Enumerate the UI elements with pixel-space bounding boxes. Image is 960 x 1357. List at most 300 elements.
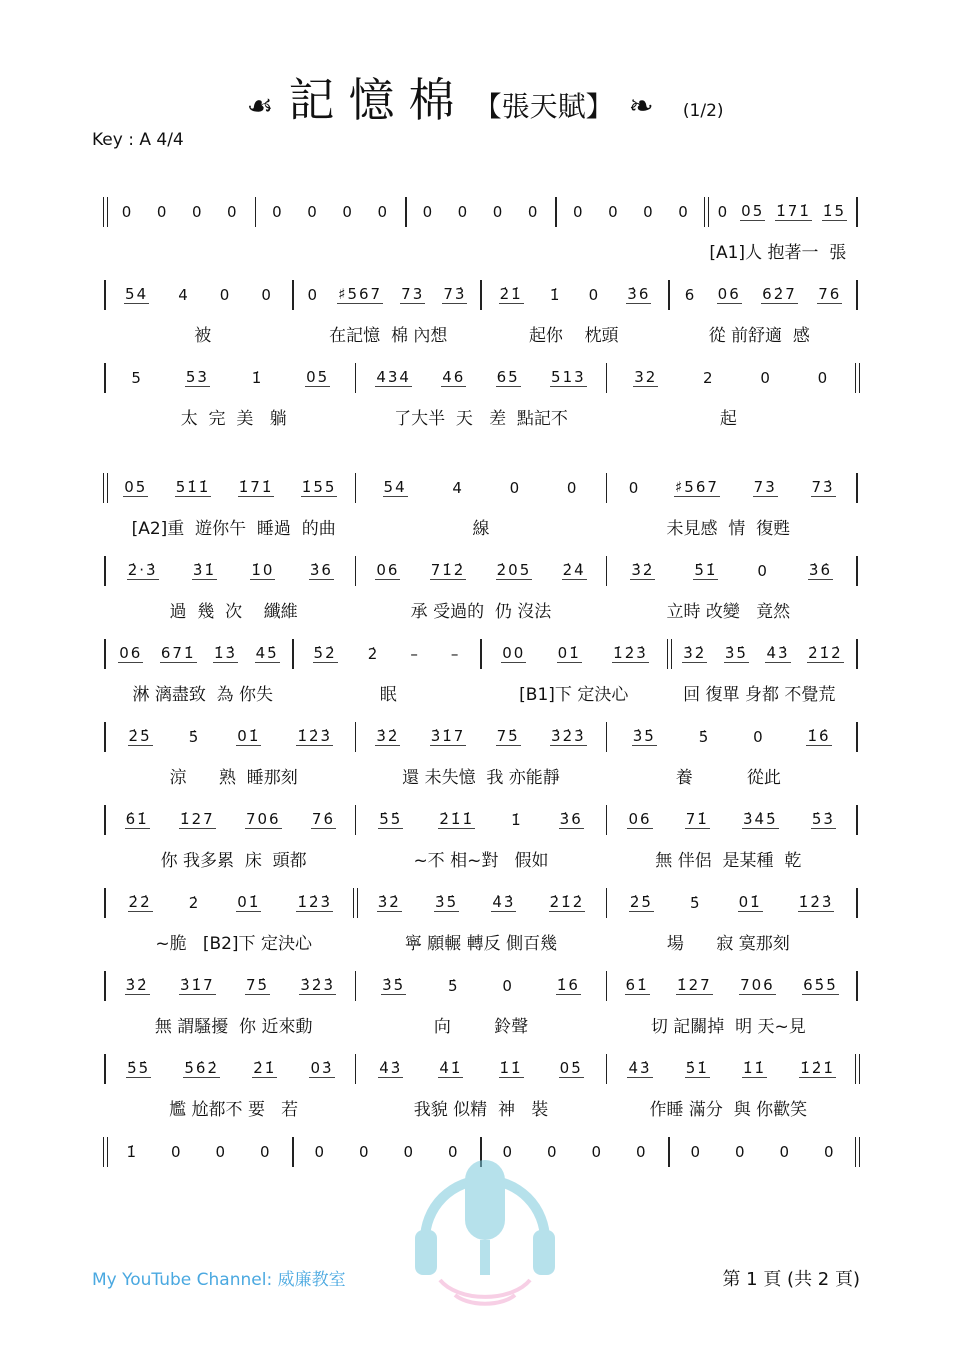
barline bbox=[100, 639, 110, 669]
note-group: 01̇ bbox=[738, 893, 762, 911]
lyric: 切 記關掉 明 天~見 bbox=[650, 1016, 806, 1037]
measure bbox=[674, 645, 852, 663]
note-group: 3̇5̇ bbox=[632, 727, 656, 745]
note-group: 0 bbox=[314, 1143, 327, 1161]
note-group: 3̇2̇ bbox=[631, 561, 655, 579]
note-group: 6 bbox=[684, 286, 697, 304]
note-group: 513 bbox=[551, 368, 586, 386]
note-group: 2 bbox=[703, 369, 715, 387]
note-group: 3̇1̇7 bbox=[180, 976, 215, 994]
note-group: 3̇6 bbox=[309, 561, 333, 579]
note-group: 3̇2̇3̇ bbox=[300, 976, 335, 994]
lyrics-line bbox=[100, 232, 862, 268]
lyrics-line bbox=[100, 591, 862, 627]
note-group: 3̇2̇3̇ bbox=[551, 727, 586, 745]
barline bbox=[351, 722, 361, 752]
measure bbox=[361, 977, 602, 995]
lyric: 承 受過的 仍 沒法 bbox=[410, 601, 552, 622]
barline bbox=[288, 280, 298, 310]
measure bbox=[361, 479, 602, 497]
note-group: 1̇27 bbox=[677, 976, 712, 994]
note-group: 0 bbox=[717, 203, 730, 221]
note-group: 0 bbox=[591, 1143, 604, 1161]
barline bbox=[852, 888, 862, 918]
measure bbox=[110, 811, 351, 829]
note-group: 62̇7 bbox=[762, 285, 797, 303]
lyric: 眠 bbox=[379, 684, 397, 705]
note-group: 5̇6̇2̇ bbox=[184, 1059, 220, 1077]
note-group: 0 bbox=[272, 203, 284, 221]
note-group: 0 bbox=[156, 203, 169, 221]
lyric: 還 未失憶 我 亦能靜 bbox=[402, 767, 560, 788]
barline bbox=[664, 280, 674, 310]
note-group: 51̇1̇ bbox=[175, 478, 211, 496]
measure bbox=[361, 369, 602, 387]
note-group: 76̇ bbox=[311, 810, 335, 828]
ornament-left-icon: ☙ bbox=[246, 89, 274, 124]
measure bbox=[611, 894, 852, 912]
barline bbox=[702, 197, 712, 227]
note-group: 65̇5̇ bbox=[803, 976, 838, 994]
note-group: 0 bbox=[779, 1143, 792, 1161]
barline bbox=[288, 1137, 298, 1167]
measure bbox=[361, 562, 602, 580]
note-group: 4 bbox=[452, 479, 464, 497]
note-group: 1̇3̇ bbox=[214, 644, 238, 662]
note-group: 2̇1̇2̇ bbox=[549, 893, 585, 911]
barline bbox=[351, 473, 361, 503]
measure bbox=[361, 894, 602, 912]
note-group: 0 bbox=[215, 1143, 228, 1161]
note-group: 1̇1̇ bbox=[499, 1059, 523, 1077]
measure bbox=[110, 562, 351, 580]
note-group: 45̇ bbox=[255, 644, 279, 662]
note-group: 2̇5̇ bbox=[128, 727, 152, 745]
note-group: 0 bbox=[121, 203, 134, 221]
lyrics-line bbox=[100, 398, 862, 434]
note-group: 1̇55 bbox=[301, 478, 337, 496]
note-group: 76 bbox=[818, 285, 842, 303]
note-group: 0 bbox=[191, 203, 204, 221]
note-group: 0 bbox=[635, 1143, 648, 1161]
note-group: 0 bbox=[502, 977, 514, 995]
note-group: 75̇ bbox=[496, 727, 520, 745]
note-group: 0 bbox=[447, 1143, 460, 1161]
lyrics-line bbox=[100, 1006, 862, 1042]
barline bbox=[601, 971, 611, 1001]
note-group: 73 bbox=[401, 285, 425, 303]
note-group: 0 bbox=[227, 203, 239, 221]
barline bbox=[351, 888, 361, 918]
note-group: 3̇5̇ bbox=[435, 893, 459, 911]
measure bbox=[611, 977, 852, 995]
note-group: 0 bbox=[817, 369, 830, 387]
barline bbox=[852, 280, 862, 310]
note-group: 3̇5̇ bbox=[382, 976, 406, 994]
note-group: 3̇5̇ bbox=[724, 644, 748, 662]
notes-line bbox=[100, 883, 862, 923]
note-group: 1̇5 bbox=[822, 202, 846, 220]
barline bbox=[351, 971, 361, 1001]
measure bbox=[611, 479, 852, 497]
note-group: 00 bbox=[502, 644, 526, 662]
lyric: 寧 願輾 轉反 側百幾 bbox=[404, 933, 558, 954]
note-group: 71̇ bbox=[685, 810, 709, 828]
note-group: 5̇5̇ bbox=[379, 810, 403, 828]
barline bbox=[852, 1137, 862, 1167]
score-row bbox=[100, 358, 862, 441]
note-group: – bbox=[450, 645, 461, 663]
note-group: 1̇2̇3̇ bbox=[798, 893, 834, 911]
note-group: 706 bbox=[245, 810, 281, 828]
note-group: 3̇6 bbox=[559, 810, 583, 828]
score-row bbox=[100, 800, 862, 883]
note-group: 01̇ bbox=[557, 644, 581, 662]
note-group: 5̇5̇ bbox=[127, 1059, 151, 1077]
measure bbox=[110, 286, 288, 304]
barline bbox=[401, 197, 411, 227]
note-group: 5̇ bbox=[188, 728, 201, 746]
measure bbox=[611, 562, 852, 580]
barline bbox=[601, 363, 611, 393]
note-group: 0 bbox=[546, 1143, 559, 1161]
note-group: 1̇27 bbox=[180, 810, 215, 828]
lyric: 起 bbox=[719, 408, 737, 429]
measure bbox=[411, 203, 551, 221]
score-row bbox=[100, 551, 862, 634]
note-group: 1̇6 bbox=[556, 976, 580, 994]
barline bbox=[100, 473, 110, 503]
lyrics-line bbox=[100, 1089, 862, 1125]
note-group: 0 bbox=[566, 479, 579, 497]
note-group: 4̇1̇ bbox=[439, 1059, 463, 1077]
lyrics-line bbox=[100, 757, 862, 793]
note-group: 4̇3̇ bbox=[766, 644, 790, 662]
lyric: 在記憶 棉 內想 bbox=[329, 325, 448, 346]
note-group: 1̇ bbox=[126, 1143, 139, 1161]
notes-line bbox=[100, 1049, 862, 1089]
barline bbox=[664, 1137, 674, 1167]
barline bbox=[351, 1054, 361, 1084]
measure bbox=[298, 286, 476, 304]
barline bbox=[601, 556, 611, 586]
note-group: 4 bbox=[178, 286, 190, 304]
measure bbox=[486, 645, 664, 663]
note-group: 0 bbox=[690, 1143, 703, 1161]
score-row bbox=[100, 1049, 862, 1132]
barline bbox=[852, 722, 862, 752]
measure bbox=[561, 203, 701, 221]
note-group: 706 bbox=[740, 976, 775, 994]
measure bbox=[611, 811, 852, 829]
ornament-right-icon: ❧ bbox=[628, 89, 654, 124]
measure bbox=[486, 286, 664, 304]
note-group: 1̇0 bbox=[251, 561, 275, 579]
measure bbox=[110, 369, 351, 387]
note-group: 2̇ bbox=[188, 894, 201, 912]
note-group: 03̇ bbox=[310, 1059, 334, 1077]
note-group: 54 bbox=[125, 285, 149, 303]
barline bbox=[601, 1054, 611, 1084]
note-group: 2̇05 bbox=[496, 561, 532, 579]
notes-line bbox=[100, 717, 862, 757]
barline bbox=[351, 556, 361, 586]
note-group: 5̇1̇ bbox=[685, 1059, 709, 1077]
barline bbox=[852, 473, 862, 503]
note-group: 73̇ bbox=[443, 285, 467, 303]
barline bbox=[852, 197, 862, 227]
barline bbox=[100, 971, 110, 1001]
lyric: 場 寂 寞那刻 bbox=[666, 933, 790, 954]
lyric: 養 從此 bbox=[675, 767, 781, 788]
note-group: 2̇5̇ bbox=[629, 893, 653, 911]
barline bbox=[100, 1054, 110, 1084]
barline bbox=[250, 197, 260, 227]
lyric: 尷 尬都不 要 若 bbox=[169, 1099, 299, 1120]
note-group: 05 bbox=[741, 202, 765, 220]
note-group: 2̇1̇ bbox=[253, 1059, 277, 1077]
youtube-channel-link[interactable]: My YouTube Channel: 威廉教室 bbox=[92, 1270, 346, 1290]
barline bbox=[852, 971, 862, 1001]
barline bbox=[664, 639, 674, 669]
note-group: 5̇3̇ bbox=[811, 810, 835, 828]
note-group: 0 bbox=[307, 203, 319, 221]
barline bbox=[351, 805, 361, 835]
note-group: 01̇ bbox=[237, 893, 261, 911]
measure bbox=[110, 1143, 288, 1161]
note-group: 2̇1̇ bbox=[499, 285, 523, 303]
note-group: 434 bbox=[376, 368, 411, 386]
measure bbox=[361, 728, 602, 746]
lyric: 回 復單 身都 不覺荒 bbox=[683, 684, 836, 705]
lyric: 未見感 情 復甦 bbox=[666, 518, 791, 539]
measure bbox=[110, 728, 351, 746]
notes-line bbox=[100, 634, 862, 674]
lyric: 淋 漓盡致 為 你失 bbox=[132, 684, 274, 705]
note-group: 3̇2̇ bbox=[125, 976, 149, 994]
measure bbox=[674, 286, 852, 304]
note-group: 4̇3̇ bbox=[379, 1059, 403, 1077]
notes-line bbox=[100, 800, 862, 840]
notes-line bbox=[100, 192, 862, 232]
watermark-logo-icon bbox=[400, 1130, 570, 1310]
note-group: 0 bbox=[170, 1143, 183, 1161]
note-group: 0 bbox=[259, 1143, 272, 1161]
note-group: 5̇ bbox=[698, 728, 711, 746]
note-group: 0 bbox=[572, 203, 585, 221]
note-group: 3̇1̇ bbox=[192, 561, 217, 579]
note-group: 2̇·3̇ bbox=[127, 561, 158, 579]
note-group: 1̇2̇3̇ bbox=[613, 644, 648, 662]
notes-line bbox=[100, 275, 862, 315]
note-group: 5 bbox=[131, 369, 143, 387]
note-group: 0 bbox=[608, 203, 620, 221]
note-group: 1̇ bbox=[251, 369, 264, 387]
lyric: 被 bbox=[194, 325, 212, 346]
barline bbox=[100, 197, 110, 227]
measure bbox=[110, 203, 250, 221]
note-group: 06 bbox=[717, 285, 741, 303]
note-group: 0 bbox=[502, 1143, 515, 1161]
note-group: 65 bbox=[496, 368, 520, 386]
barline bbox=[100, 556, 110, 586]
notes-line bbox=[100, 551, 862, 591]
lyric: 無 謂騷擾 你 近來動 bbox=[154, 1016, 313, 1037]
score-row bbox=[100, 275, 862, 358]
note-group: 01̇ bbox=[237, 727, 261, 745]
lyrics-line bbox=[100, 315, 862, 351]
note-group: 5̇ bbox=[690, 894, 702, 912]
note-group: 3̇2̇ bbox=[377, 893, 401, 911]
lyrics-line bbox=[100, 923, 862, 959]
notes-line bbox=[100, 966, 862, 1006]
lyric: ~不 相~對 假如 bbox=[413, 850, 549, 871]
note-group: 0 bbox=[753, 728, 765, 746]
measure bbox=[110, 479, 351, 497]
note-group: 6̇1̇ bbox=[125, 810, 149, 828]
barline bbox=[100, 805, 110, 835]
note-group: 0 bbox=[261, 286, 273, 304]
note-group: 75̇ bbox=[245, 976, 270, 994]
barline bbox=[476, 280, 486, 310]
page-part: (1/2) bbox=[682, 101, 724, 121]
score-row bbox=[100, 717, 862, 800]
note-group: 3̇6̇ bbox=[808, 561, 832, 579]
note-group: 0 bbox=[588, 286, 601, 304]
note-group: 3̇2̇ bbox=[376, 727, 400, 745]
measure bbox=[361, 811, 602, 829]
barline bbox=[601, 722, 611, 752]
note-group: 0 bbox=[403, 1143, 416, 1161]
note-group: 4̇3̇ bbox=[628, 1059, 652, 1077]
note-group: 54 bbox=[383, 478, 407, 496]
measure bbox=[110, 645, 288, 663]
barline bbox=[852, 1054, 862, 1084]
lyric: [A2]重 遊你午 睡過 的曲 bbox=[131, 518, 336, 539]
note-group: 0 bbox=[678, 203, 690, 221]
barline bbox=[476, 639, 486, 669]
lyric: 從 前舒適 感 bbox=[708, 325, 810, 346]
note-group: 2̇ bbox=[367, 645, 380, 663]
barline bbox=[852, 363, 862, 393]
note-group: 671̇ bbox=[160, 644, 196, 662]
score-row bbox=[100, 883, 862, 966]
score-row bbox=[100, 468, 862, 551]
note-group: 1̇2̇1̇ bbox=[800, 1059, 835, 1077]
lyric: 了大半 天 差 點記不 bbox=[394, 408, 568, 429]
note-group: 1̇6̇ bbox=[807, 727, 831, 745]
note-group: 3̇4̇5̇ bbox=[743, 810, 778, 828]
lyric: 作睡 滿分 與 你歡笑 bbox=[649, 1099, 808, 1120]
note-group: 06 bbox=[376, 561, 400, 579]
lyric: 起你 枕頭 bbox=[528, 325, 619, 346]
measure bbox=[298, 645, 476, 663]
note-group: 0 bbox=[377, 203, 389, 221]
barline bbox=[852, 556, 862, 586]
measure bbox=[361, 1060, 602, 1078]
score bbox=[100, 192, 862, 1215]
barline bbox=[288, 639, 298, 669]
note-group: 4̇3̇ bbox=[492, 893, 516, 911]
lyric: 立時 改變 竟然 bbox=[666, 601, 791, 622]
note-group: 0 bbox=[823, 1143, 836, 1161]
lyric: 無 伴侶 是某種 乾 bbox=[655, 850, 802, 871]
barline bbox=[601, 805, 611, 835]
note-group: 1̇ bbox=[511, 811, 523, 829]
note-group: 0 bbox=[492, 203, 505, 221]
barline bbox=[551, 197, 561, 227]
lyric: ~脆 [B2]下 定決心 bbox=[155, 933, 312, 954]
note-group: 0 bbox=[342, 203, 354, 221]
note-group: ♯567 bbox=[338, 285, 383, 303]
score-row bbox=[100, 192, 862, 275]
lyric: 太 完 美 躺 bbox=[180, 408, 287, 429]
lyrics-line bbox=[100, 674, 862, 710]
measure bbox=[260, 203, 400, 221]
note-group: 05 bbox=[124, 478, 148, 496]
page-number: 第 1 頁 (共 2 頁) bbox=[722, 1269, 860, 1290]
note-group: 0 bbox=[734, 1143, 747, 1161]
note-group: 06 bbox=[628, 810, 652, 828]
note-group: 05 bbox=[306, 368, 330, 386]
note-group: 0 bbox=[358, 1143, 371, 1161]
note-group: 3̇6 bbox=[627, 285, 651, 303]
note-group: 0 bbox=[628, 479, 641, 497]
note-group: 5̇1̇ bbox=[694, 561, 718, 579]
artist-name: 【張天賦】 bbox=[473, 90, 614, 123]
note-group: 73̇ bbox=[811, 478, 835, 496]
note-group: 0 bbox=[457, 203, 470, 221]
note-group: 0 bbox=[643, 203, 655, 221]
notes-line bbox=[100, 468, 862, 508]
note-group: 73 bbox=[753, 478, 777, 496]
note-group: – bbox=[410, 645, 420, 663]
note-group: 0 bbox=[422, 203, 435, 221]
note-group: 0 bbox=[760, 369, 772, 387]
note-group: 0 bbox=[219, 286, 232, 304]
note-group: 61̇ bbox=[625, 976, 649, 994]
title-block bbox=[0, 64, 960, 130]
lyric: 向 鈴聲 bbox=[433, 1016, 529, 1037]
measure bbox=[611, 728, 852, 746]
barline bbox=[100, 722, 110, 752]
note-group: 2̇1̇2̇ bbox=[808, 644, 843, 662]
measure bbox=[712, 203, 852, 221]
measure bbox=[110, 894, 351, 912]
barline bbox=[601, 888, 611, 918]
note-group: 3̇2̇ bbox=[683, 644, 707, 662]
note-group: 1̇71̇ bbox=[238, 478, 274, 496]
note-group: ♯567 bbox=[675, 478, 719, 496]
lyric: 你 我多累 床 頭都 bbox=[160, 850, 307, 871]
note-group: 1̇2̇3̇ bbox=[297, 893, 333, 911]
note-group: 2̇4̇ bbox=[562, 561, 586, 579]
lyric: [A1]人 抱著一 張 bbox=[709, 242, 847, 263]
measure bbox=[674, 1143, 852, 1161]
lyric: 我貌 似精 神 裝 bbox=[413, 1099, 549, 1120]
note-group: 0 bbox=[757, 562, 769, 580]
note-group: 5̇2̇ bbox=[313, 644, 337, 662]
measure bbox=[110, 977, 351, 995]
note-group: 1̇2̇3̇ bbox=[297, 727, 333, 745]
note-group: 0 bbox=[509, 479, 522, 497]
barline bbox=[852, 805, 862, 835]
notes-line bbox=[100, 358, 862, 398]
note-group: 2̇2̇ bbox=[128, 893, 152, 911]
measure bbox=[611, 1060, 852, 1078]
score-row bbox=[100, 634, 862, 717]
lyric: 涼 熟 睡那刻 bbox=[169, 767, 298, 788]
